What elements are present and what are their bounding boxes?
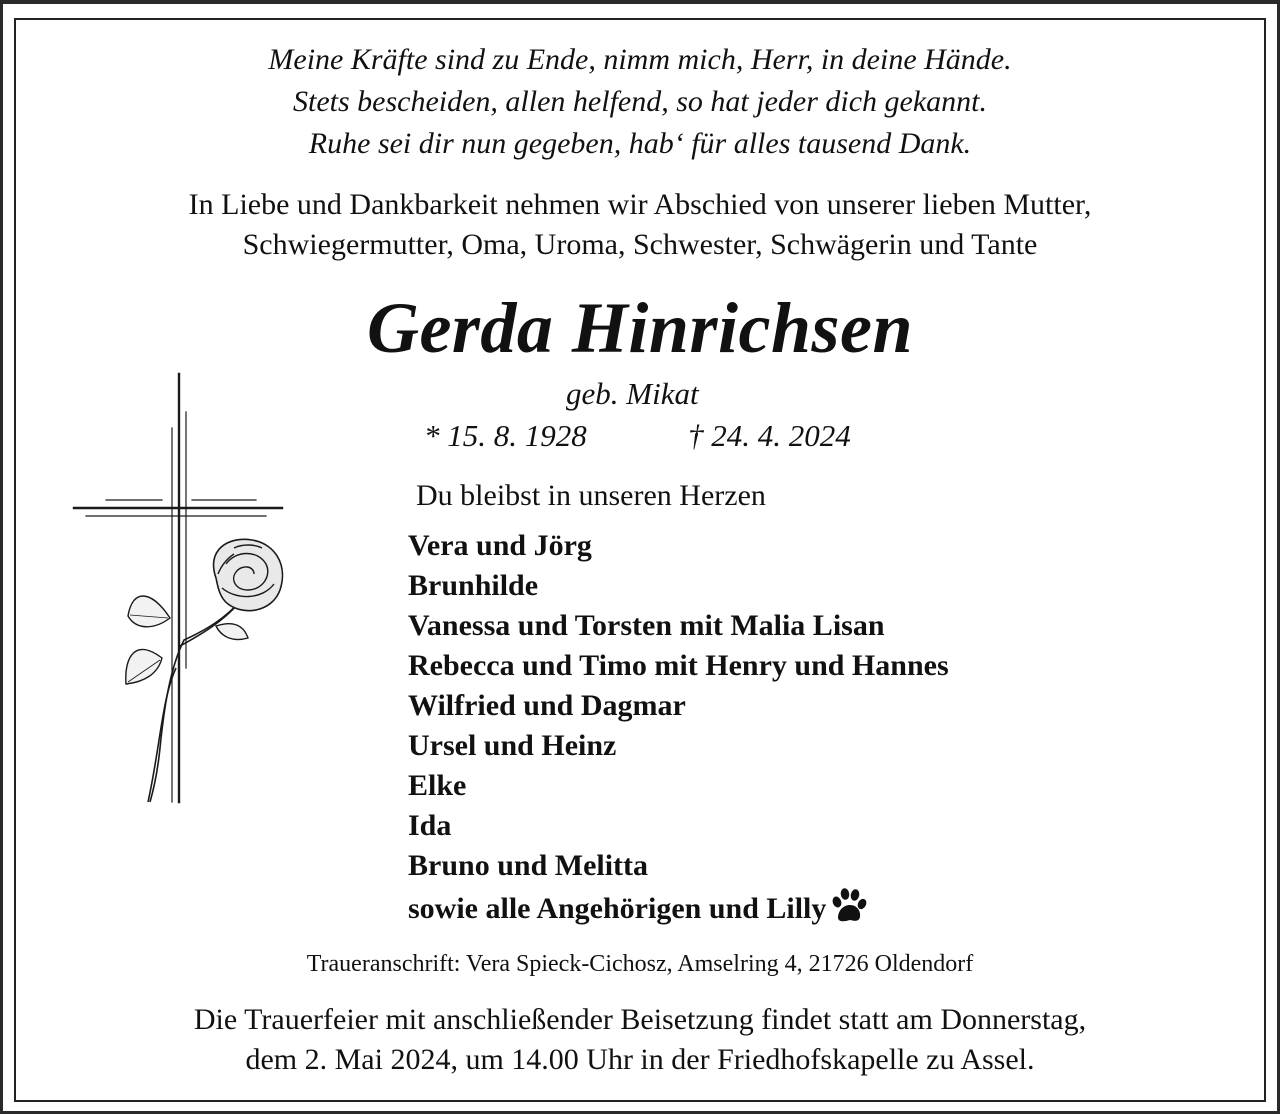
verse-line-3: Ruhe sei dir nun gegeben, hab‘ für alles tausend Dank. (308, 127, 972, 160)
ceremony-line-1: Die Trauerfeier mit anschließender Beisetzung findet statt am Donnerstag, (193, 1003, 1087, 1036)
list-item: Elke (408, 769, 467, 802)
mourners-list (408, 526, 949, 926)
intro-line-2: Schwiegermutter, Oma, Uroma, Schwester, Schwägerin und Tante (242, 228, 1038, 261)
maiden-name: geb. Mikat (566, 376, 699, 411)
cross-with-rose-icon (66, 368, 302, 808)
list-item: Rebecca und Timo mit Henry und Hannes (408, 649, 949, 682)
list-item-text: sowie alle Angehörigen und Lilly (408, 892, 827, 925)
ceremony-line-2: dem 2. Mai 2024, um 14.00 Uhr in der Friedhofskapelle zu Assel. (245, 1043, 1035, 1076)
paw-print-icon (828, 886, 868, 926)
verse-line-2: Stets bescheiden, allen helfend, so hat jeder dich gekannt. (293, 85, 987, 118)
list-item: Bruno und Melitta (408, 849, 649, 882)
motto: Du bleibst in unseren Herzen (416, 479, 766, 512)
ceremony-info (0, 1000, 1280, 1080)
verse (0, 39, 1280, 165)
intro-line-1: In Liebe und Dankbarkeit nehmen wir Abschied von unserer lieben Mutter, (188, 188, 1092, 221)
list-item-last (408, 886, 949, 926)
verse-line-1: Meine Kräfte sind zu Ende, nimm mich, Herr, in deine Hände. (268, 43, 1012, 76)
list-item: Ursel und Heinz (408, 729, 617, 762)
list-item: Wilfried und Dagmar (408, 689, 686, 722)
intro-text (0, 185, 1280, 265)
list-item: Vanessa und Torsten mit Malia Lisan (408, 609, 885, 642)
death-date: † 24. 4. 2024 (688, 418, 851, 453)
list-item: Ida (408, 809, 452, 842)
list-item: Vera und Jörg (408, 529, 592, 562)
list-item: Brunhilde (408, 569, 539, 602)
deceased-name: Gerda Hinrichsen (366, 288, 914, 368)
mourning-address: Traueranschrift: Vera Spieck-Cichosz, Amselring 4, 21726 Oldendorf (306, 951, 974, 977)
birth-date: * 15. 8. 1928 (424, 418, 587, 453)
